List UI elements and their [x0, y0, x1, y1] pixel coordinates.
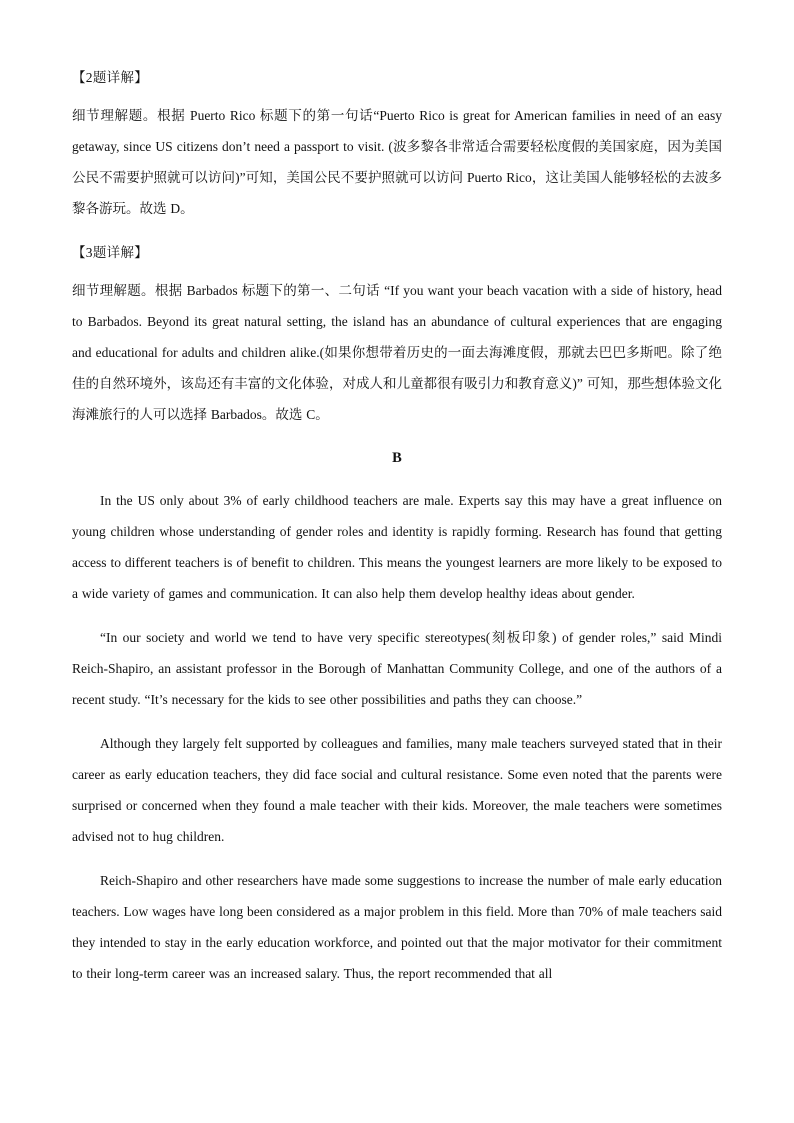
q3-explanation: 细节理解题。根据 Barbados 标题下的第一、二句话 “If you want your beach vacation with a side of history, head to Barbados. Beyond its great natural setting, the island has an abundance of cultural experiences that are engaging and educational for adults and children alike.(如果你想带着历史的一面去海滩度假，那就去巴巴多斯吧。除了绝佳的自然环境外，该岛还有丰富的文化体验，对成人和儿童都很有吸引力和教育意义)” 可知，那些想体验文化海滩旅行的人可以选择 Barbados。故选 C。: [72, 283, 722, 422]
q2-title: 【2题详解】: [72, 70, 149, 85]
passage-paragraph-4: Reich-Shapiro and other researchers have made some suggestions to increase the number of male early education teachers. Low wages have long been considered as a major problem in this field. More than 70% of male teachers said they intended to stay in the early education workforce, and pointed out that the major motivator for their commitment to their long-term career was an increased salary. Thus, the report recommended that all: [72, 873, 722, 981]
passage-paragraph-1: In the US only about 3% of early childhood teachers are male. Experts say this may have a great influence on young children whose understanding of gender roles and identity is rapidly forming. Research has found that getting access to different teachers is of benefit to children. This means the youngest learners are more likely to be exposed to a wide variety of games and communication. It can also help them develop healthy ideas about gender.: [72, 493, 722, 601]
document-page: [72, 62, 722, 1002]
passage-paragraph-3: Although they largely felt supported by colleagues and families, many male teachers surveyed stated that in their career as early education teachers, they did face social and cultural resistance. Some even noted that the parents were surprised or concerned when they found a male teacher with their kids. Moreover, the male teachers were sometimes advised not to hug children.: [72, 736, 722, 844]
passage-paragraph-2: “In our society and world we tend to have very specific stereotypes(刻板印象) of gender roles,” said Mindi Reich-Shapiro, an assistant professor in the Borough of Manhattan Community College, and one of the authors of a recent study. “It’s necessary for the kids to see other possibilities and paths they can choose.”: [72, 630, 722, 707]
q3-title: 【3题详解】: [72, 245, 149, 260]
passage-heading: B: [392, 450, 402, 466]
q2-explanation: 细节理解题。根据 Puerto Rico 标题下的第一句话“Puerto Rico is great for American families in need of an easy getaway, since US citizens don’t need a passport to visit. (波多黎各非常适合需要轻松度假的美国家庭，因为美国公民不需要护照就可以访问)”可知，美国公民不要护照就可以访问 Puerto Rico，这让美国人能够轻松的去波多黎各游玩。故选 D。: [72, 108, 722, 216]
